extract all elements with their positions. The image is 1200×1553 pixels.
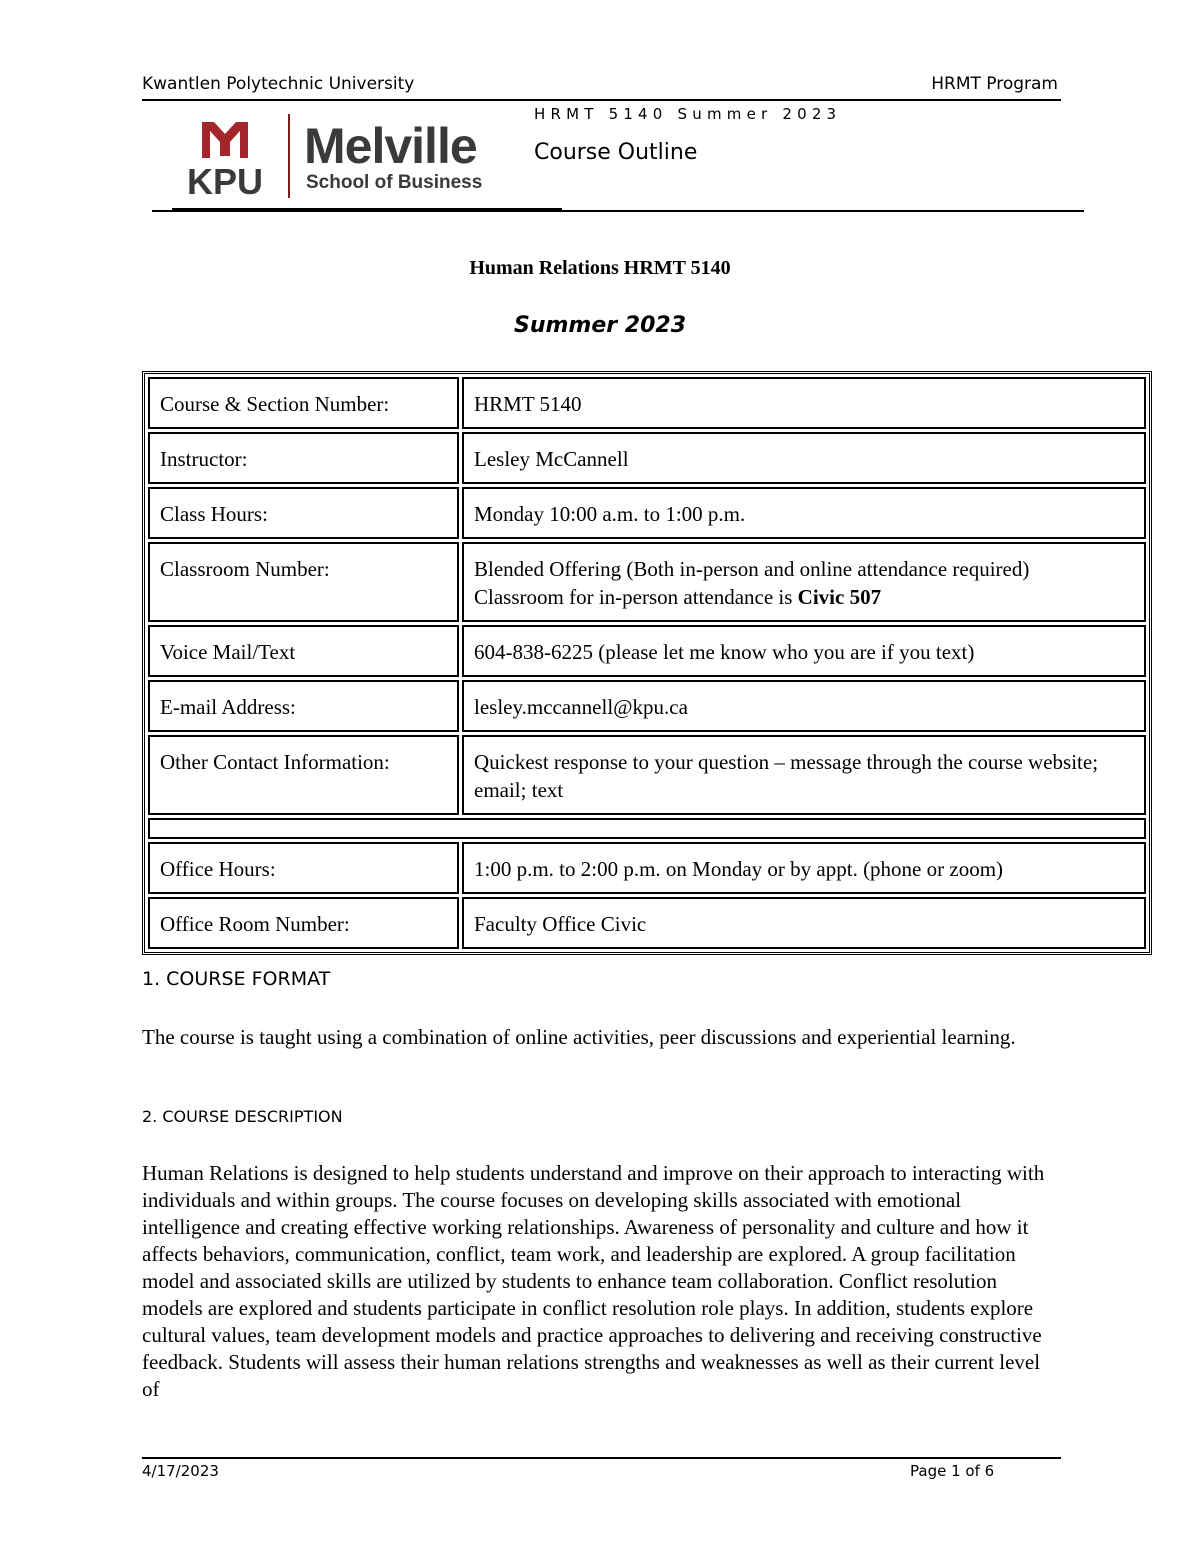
table-row-blank [148,818,1146,839]
other-contact-value: Quickest response to your question – message through the course website; email; text [462,735,1146,815]
table-row [148,625,1146,677]
course-section-value: HRMT 5140 [462,377,1146,429]
table-row [148,542,1146,622]
voice-mail-label: Voice Mail/Text [148,625,459,677]
voice-mail-value: 604-838-6225 (please let me know who you are if you text) [462,625,1146,677]
kpu-logo [180,118,270,198]
footer-page-number: Page 1 of 6 [910,1462,995,1480]
table-row [148,842,1146,894]
course-outline-heading: Course Outline [534,140,698,165]
course-code-heading: HRMT 5140 Summer 2023 [534,105,842,123]
office-hours-value: 1:00 p.m. to 2:00 p.m. on Monday or by appt. (phone or zoom) [462,842,1146,894]
table-row [148,735,1146,815]
table-row [148,680,1146,732]
course-format-text: The course is taught using a combination of online activities, peer discussions and experiential learning. [142,1025,1016,1049]
office-room-value: Faculty Office Civic [462,897,1146,949]
email-value[interactable]: lesley.mccannell@kpu.ca [462,680,1146,732]
document-subtitle: Summer 2023 [513,313,686,338]
header-divider [142,99,1061,101]
table-row [148,377,1146,429]
footer-divider [142,1457,1061,1459]
other-contact-label: Other Contact Information: [148,735,459,815]
office-hours-label: Office Hours: [148,842,459,894]
logo-separator [288,114,290,198]
classroom-value [462,542,1146,622]
classroom-line2 [474,583,1134,611]
classroom-line2-prefix: Classroom for in-person attendance is [474,585,798,609]
kpu-logo-icon [180,118,270,198]
footer-date: 4/17/2023 [142,1462,219,1480]
blank-cell [148,818,1146,839]
title-divider [152,210,1084,212]
office-room-label: Office Room Number: [148,897,459,949]
table-row [148,487,1146,539]
class-hours-value: Monday 10:00 a.m. to 1:00 p.m. [462,487,1146,539]
classroom-line1: Blended Offering (Both in-person and online attendance required) [474,557,1030,581]
course-section-label: Course & Section Number: [148,377,459,429]
course-format-heading: 1. COURSE FORMAT [142,968,331,990]
classroom-label: Classroom Number: [148,542,459,622]
header-program: HRMT Program [931,74,1058,94]
instructor-label: Instructor: [148,432,459,484]
kpu-logo-text: KPU [186,161,264,198]
table-row [148,432,1146,484]
header-university: Kwantlen Polytechnic University [142,74,415,94]
email-label: E-mail Address: [148,680,459,732]
classroom-number: Civic 507 [797,585,882,609]
document-title: Human Relations HRMT 5140 [469,257,731,279]
logo-melville: Melville [304,118,477,174]
logo-school-of-business: School of Business [306,172,483,193]
course-description-text: Human Relations is designed to help students understand and improve on their approach to interacting with individuals and within groups. The course focuses on developing skills associated with emotional intelligence and creating effective working relationships. Awareness of personality and culture and how it affects behaviors, communication, conflict, team work, and leadership are explored. A group facilitation model and associated skills are utilized by students to enhance team collaboration. Conflict resolution models are explored and students participate in conflict resolution role plays. In addition, students explore cultural values, team development models and practice approaches to delivering and receiving constructive feedback. Students will assess their human relations strengths and weaknesses as well as their current level of [142,1161,1045,1401]
course-info-table [142,371,1152,955]
course-description-heading: 2. COURSE DESCRIPTION [142,1107,343,1126]
table-row [148,897,1146,949]
instructor-value: Lesley McCannell [462,432,1146,484]
class-hours-label: Class Hours: [148,487,459,539]
